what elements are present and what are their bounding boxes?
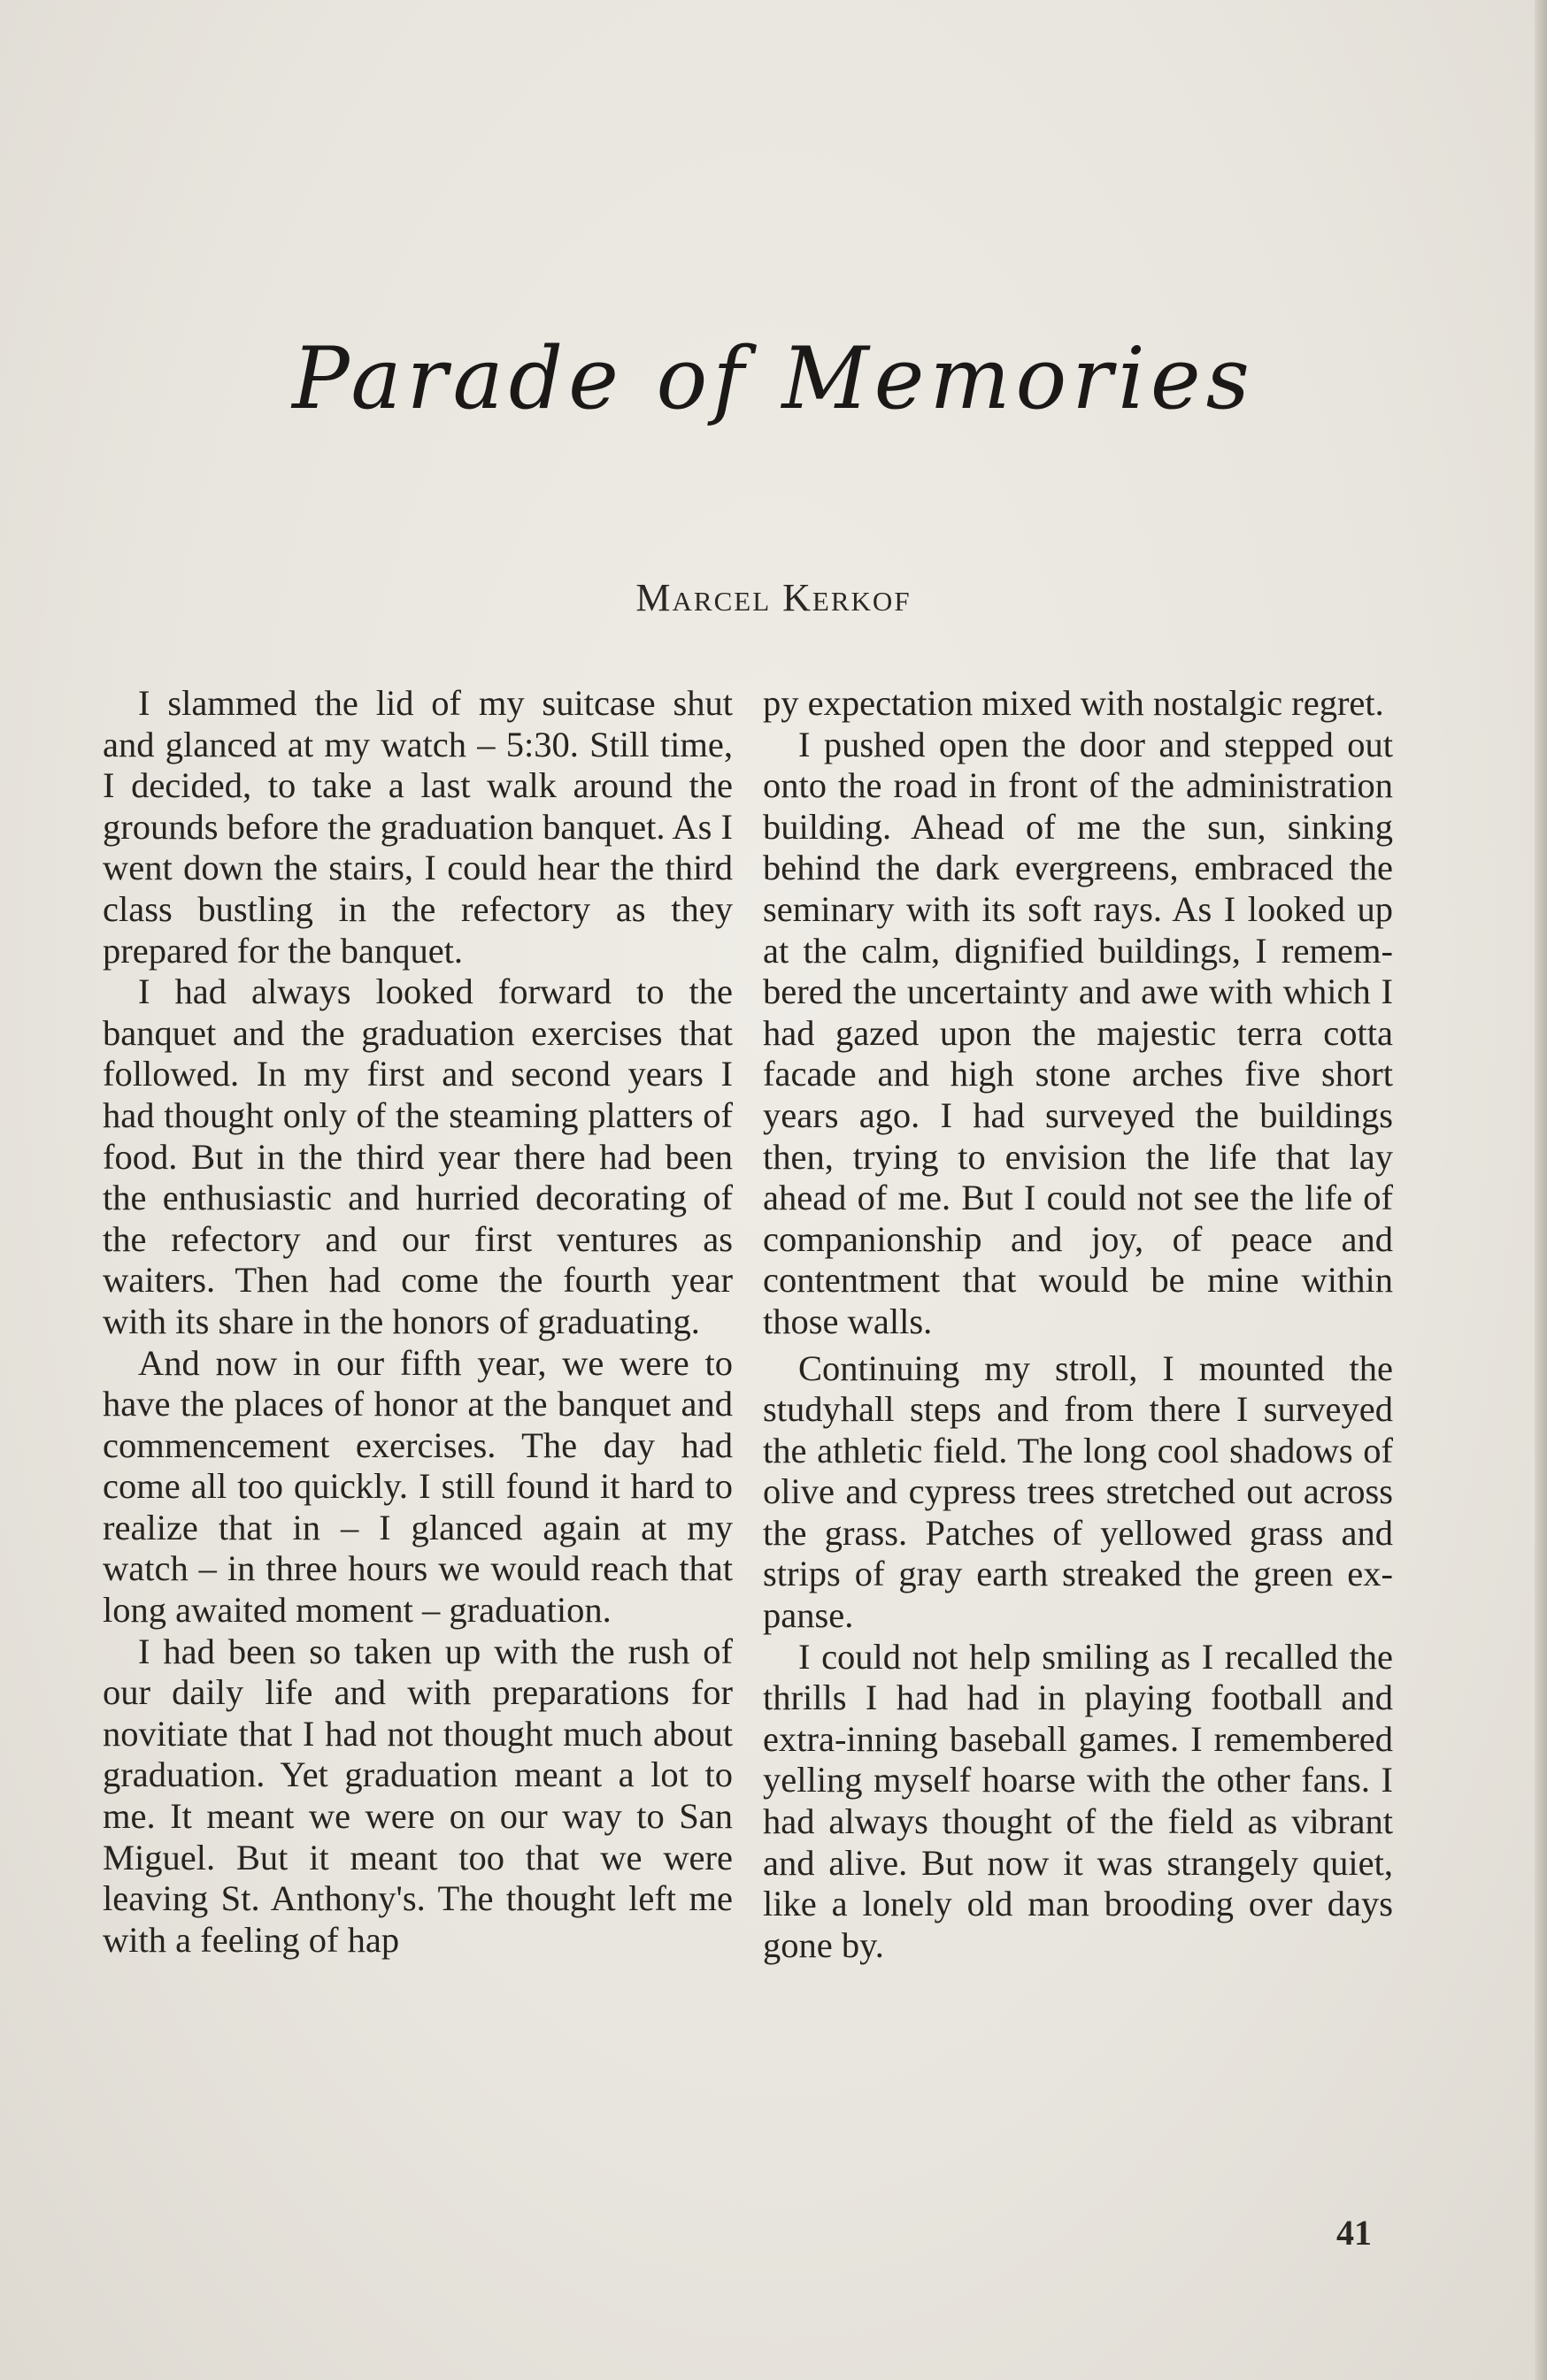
left-column [103, 683, 733, 1961]
paragraph: py expectation mixed with nostalgic regret. [763, 683, 1384, 723]
paragraph: And now in our fifth year, we were to have the places of honor at the banquet and commencement exercises. The day had come all too quickly. I still found it hard to realize that in – I glanced again at my watch – in three hours we would reach that long awaited moment – graduation. [103, 1342, 733, 1631]
paragraph: I pushed open the door and stepped out onto the road in front of the administration building. Ahead of me the sun, sinking behind the dark evergreens, embraced the seminary with its soft rays. As I looked up at the calm, dignified buildings, I remembered the uncertainty and awe with which I had gazed upon the majestic terra cotta facade and high stone arches five short years ago. I had surveyed the buildings then, trying to envision the life that lay ahead of me. But I could not see the life of companionship and joy, of peace and contentment that would be mine within those walls. [763, 724, 1393, 1341]
paragraph: Continuing my stroll, I mounted the studyhall steps and from there I surveyed the athletic field. The long cool shadows of olive and cypress trees stretched out across the grass. Patches of yellowed grass and strips of gray earth streaked the green expanse. [763, 1347, 1393, 1636]
paragraph: I slammed the lid of my suitcase shut and glanced at my watch – 5:30. Still time, I decided, to take a last walk around the grounds before the graduation banquet. As I went down the stairs, I could hear the third class bustling in the refectory as they prepared for the banquet. [103, 683, 733, 971]
article-title: Parade of Memories [292, 329, 1255, 428]
right-column [763, 683, 1393, 1966]
page-number: 41 [1336, 2213, 1372, 2253]
paragraph: I had been so taken up with the rush of our daily life and with preparations for novitiate that I had not thought much about graduation. Yet graduation meant a lot to me. It meant we were on our way to San Miguel. But it meant too that we were leaving St. Anthony's. The thought left me with a feeling of hap [103, 1631, 733, 1960]
paragraph: I could not help smiling as I recalled the thrills I had had in playing football and extra-inning baseball games. I remembered yelling myself hoarse with the other fans. I had always thought of the field as vibrant and alive. But now it was strangely quiet, like a lonely old man brooding over days gone by. [763, 1636, 1393, 1965]
article-author: Marcel Kerkof [635, 576, 912, 619]
paragraph: I had always looked forward to the banquet and the graduation exercises that followed. In my first and second years I had thought only of the steaming platters of food. But in the third year there had been the enthusiastic and hurried decorating of the refectory and our first ventures as waiters. Then had come the fourth year with its share in the honors of graduating. [103, 971, 733, 1341]
